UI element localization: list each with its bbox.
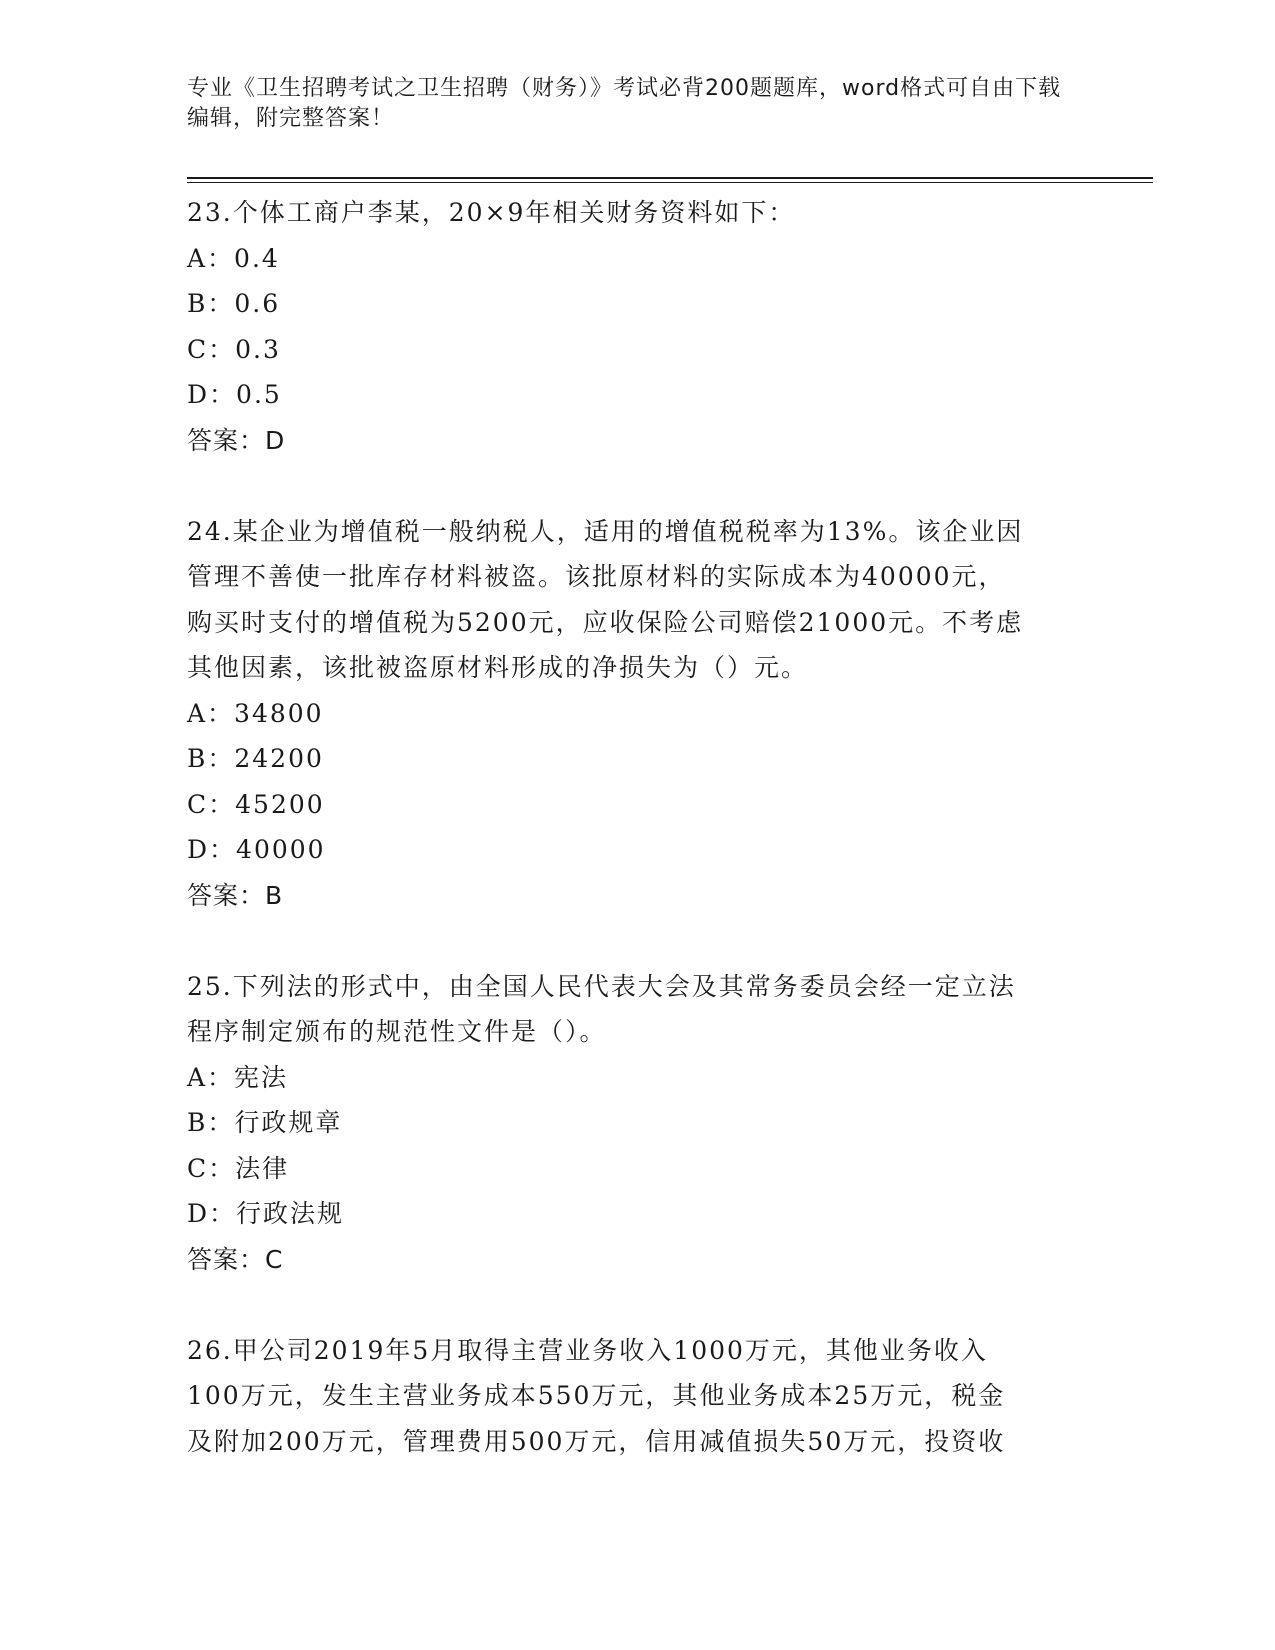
question-stem-line: 购买时支付的增值税为5200元，应收保险公司赔偿21000元。不考虑 (187, 607, 1024, 637)
question-25 (187, 964, 1087, 1283)
question-23 (187, 190, 1087, 463)
page-header (187, 74, 1067, 134)
question-stem-line: 程序制定颁布的规范性文件是（）。 (187, 1017, 607, 1046)
question-list (187, 190, 1087, 1464)
question-spacer (187, 918, 1087, 964)
option-d: D：行政法规 (187, 1199, 345, 1228)
option-a: A：0.4 (187, 243, 280, 273)
question-24 (187, 509, 1087, 919)
option-a: A：宪法 (187, 1062, 289, 1092)
question-stem-line: 26.甲公司2019年5月取得主营业务收入1000万元，其他业务收入 (187, 1335, 988, 1365)
header-divider-thin (187, 182, 1153, 183)
question-26 (187, 1328, 1087, 1465)
option-d: D：40000 (187, 835, 326, 864)
question-stem-line: 管理不善使一批库存材料被盗。该批原材料的实际成本为40000元， (187, 562, 1006, 591)
question-spacer (187, 1282, 1087, 1328)
question-stem-line: 100万元，发生主营业务成本550万元，其他业务成本25万元，税金 (187, 1381, 1006, 1410)
answer-label: 答案：C (187, 1244, 284, 1274)
option-b: B：24200 (187, 744, 324, 773)
option-c: C：0.3 (187, 334, 281, 364)
question-stem: 23.个体工商户李某，20×9年相关财务资料如下： (187, 198, 796, 227)
option-a: A：34800 (187, 698, 324, 728)
option-d: D：0.5 (187, 380, 282, 409)
question-stem-line: 其他因素，该批被盗原材料形成的净损失为（）元。 (187, 653, 809, 682)
header-divider-thick (187, 177, 1153, 179)
option-c: C：45200 (187, 789, 325, 819)
question-stem-line: 24.某企业为增值税一般纳税人，适用的增值税税率为13%。该企业因 (187, 516, 1024, 546)
option-c: C：法律 (187, 1153, 290, 1183)
question-stem-line: 及附加200万元，管理费用500万元，信用减值损失50万元，投资收 (187, 1426, 1006, 1456)
answer-label: 答案：D (187, 425, 286, 455)
question-spacer (187, 463, 1087, 509)
question-stem-line: 25.下列法的形式中，由全国人民代表大会及其常务委员会经一定立法 (187, 971, 1016, 1001)
option-b: B：0.6 (187, 289, 281, 318)
option-b: B：行政规章 (187, 1108, 343, 1137)
answer-label: 答案：B (187, 880, 284, 910)
header-title: 专业《卫生招聘考试之卫生招聘（财务）》考试必背200题题库，word格式可自由下载编辑，附完整答案！ (187, 76, 1062, 131)
